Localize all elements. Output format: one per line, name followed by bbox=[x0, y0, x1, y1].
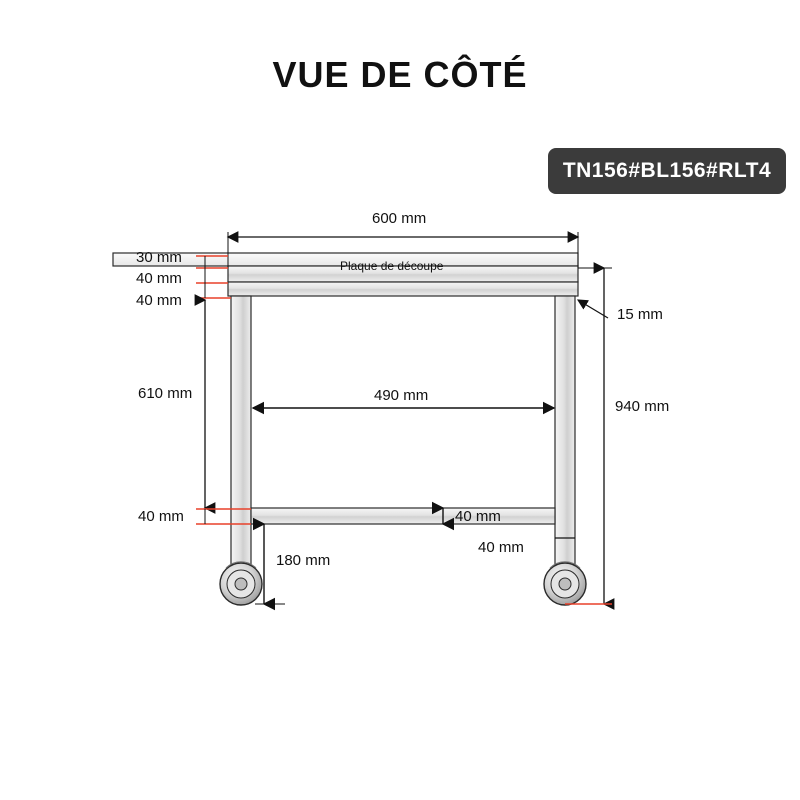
dim-leg-thickness: 15 mm bbox=[617, 306, 663, 323]
dim-apron-upper: 40 mm bbox=[136, 270, 182, 287]
dim-leg-width-right: 40 mm bbox=[478, 539, 524, 556]
dim-apron-lower: 40 mm bbox=[136, 292, 182, 309]
dim-top-width: 600 mm bbox=[372, 210, 427, 227]
dim-total-height: 940 mm bbox=[615, 398, 670, 415]
dim-thickness-top: 30 mm bbox=[136, 249, 182, 266]
dim-shelf-thickness-center: 40 mm bbox=[455, 508, 501, 525]
dim-shelf-thickness-left: 40 mm bbox=[138, 508, 184, 525]
cutting-board-label: Plaque de découpe bbox=[340, 259, 444, 273]
dim-caster-height: 180 mm bbox=[276, 552, 331, 569]
dim-shelf-span: 490 mm bbox=[374, 387, 429, 404]
sku-badge: TN156#BL156#RLT4 bbox=[548, 148, 786, 194]
page-title: VUE DE CÔTÉ bbox=[272, 54, 528, 95]
dim-leg-height: 610 mm bbox=[138, 385, 193, 402]
